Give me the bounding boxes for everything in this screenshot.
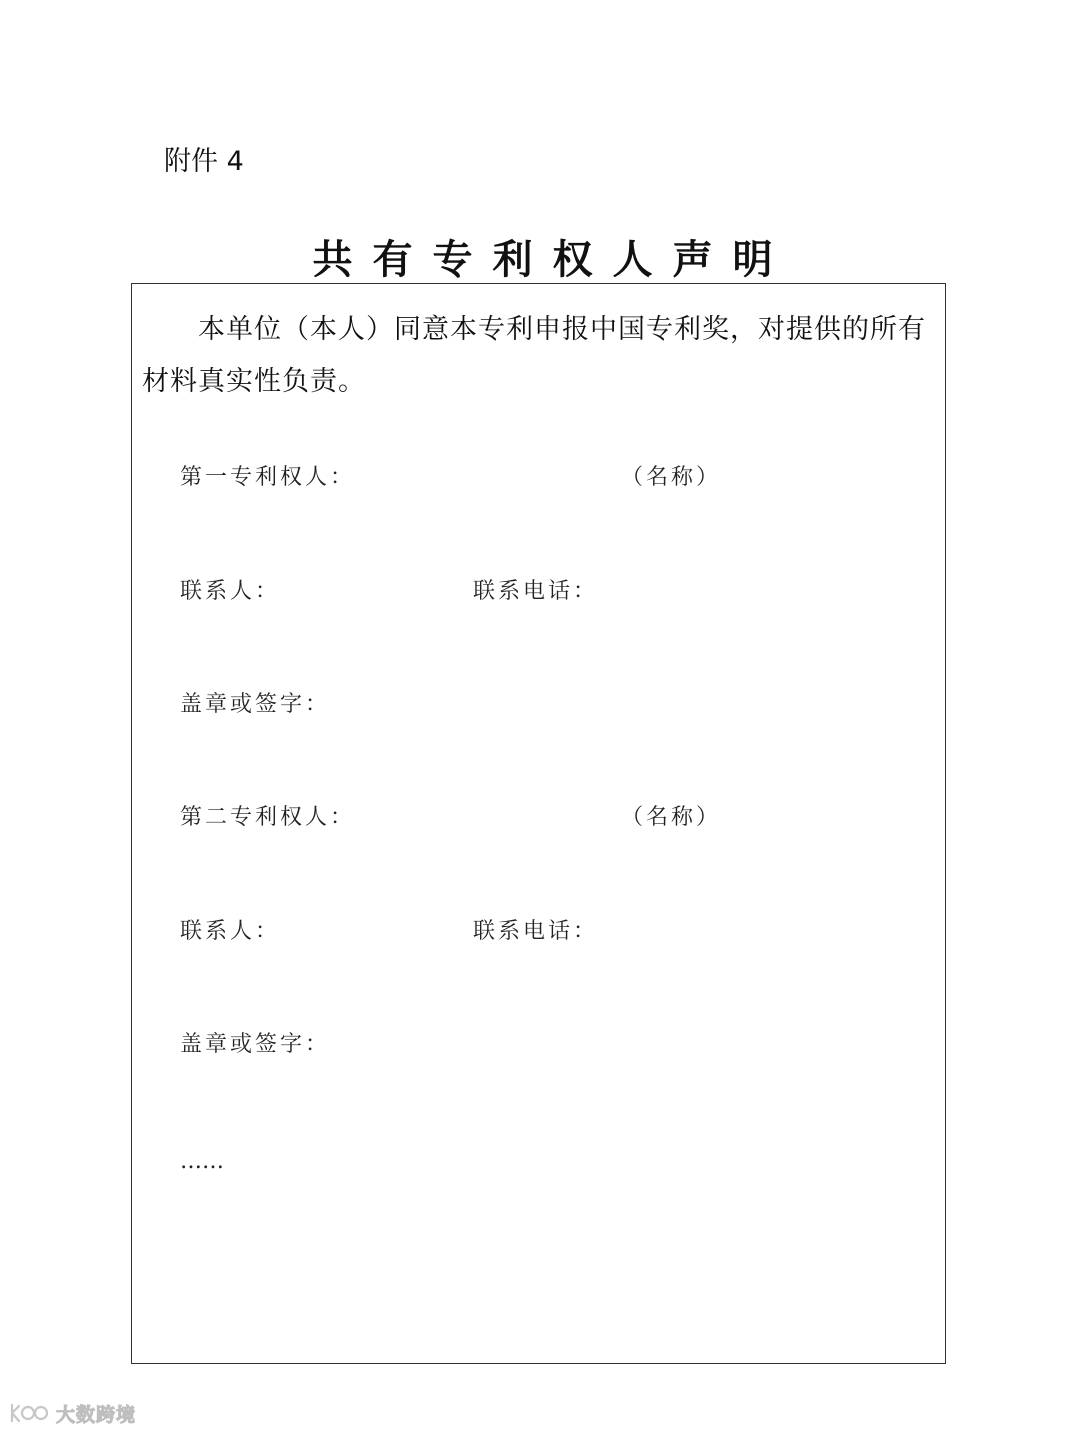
second-patentee-name-hint: （名称） (621, 805, 722, 830)
second-seal-label: 盖章或签字： (180, 1032, 331, 1057)
second-contact-label: 联系人： (180, 919, 281, 944)
watermark-logo-icon (8, 1401, 50, 1425)
watermark (8, 1398, 136, 1428)
attachment-label: 附件 4 (164, 146, 244, 177)
continuation-ellipsis: …… (180, 1149, 224, 1174)
second-phone-label: 联系电话： (473, 919, 599, 944)
declaration-box (131, 283, 946, 1364)
first-phone-label: 联系电话： (473, 579, 599, 604)
declaration-statement: 本单位（本人）同意本专利申报中国专利奖，对提供的所有材料真实性负责。 (142, 314, 926, 397)
first-contact-label: 联系人： (180, 579, 281, 604)
first-seal-label: 盖章或签字： (180, 692, 331, 717)
document-title: 共有专利权人声明 (312, 237, 793, 283)
watermark-text: 大数跨境 (56, 1403, 137, 1426)
second-patentee-label: 第二专利权人： (180, 805, 356, 830)
first-patentee-label: 第一专利权人： (180, 465, 356, 490)
first-patentee-name-hint: （名称） (621, 465, 722, 490)
